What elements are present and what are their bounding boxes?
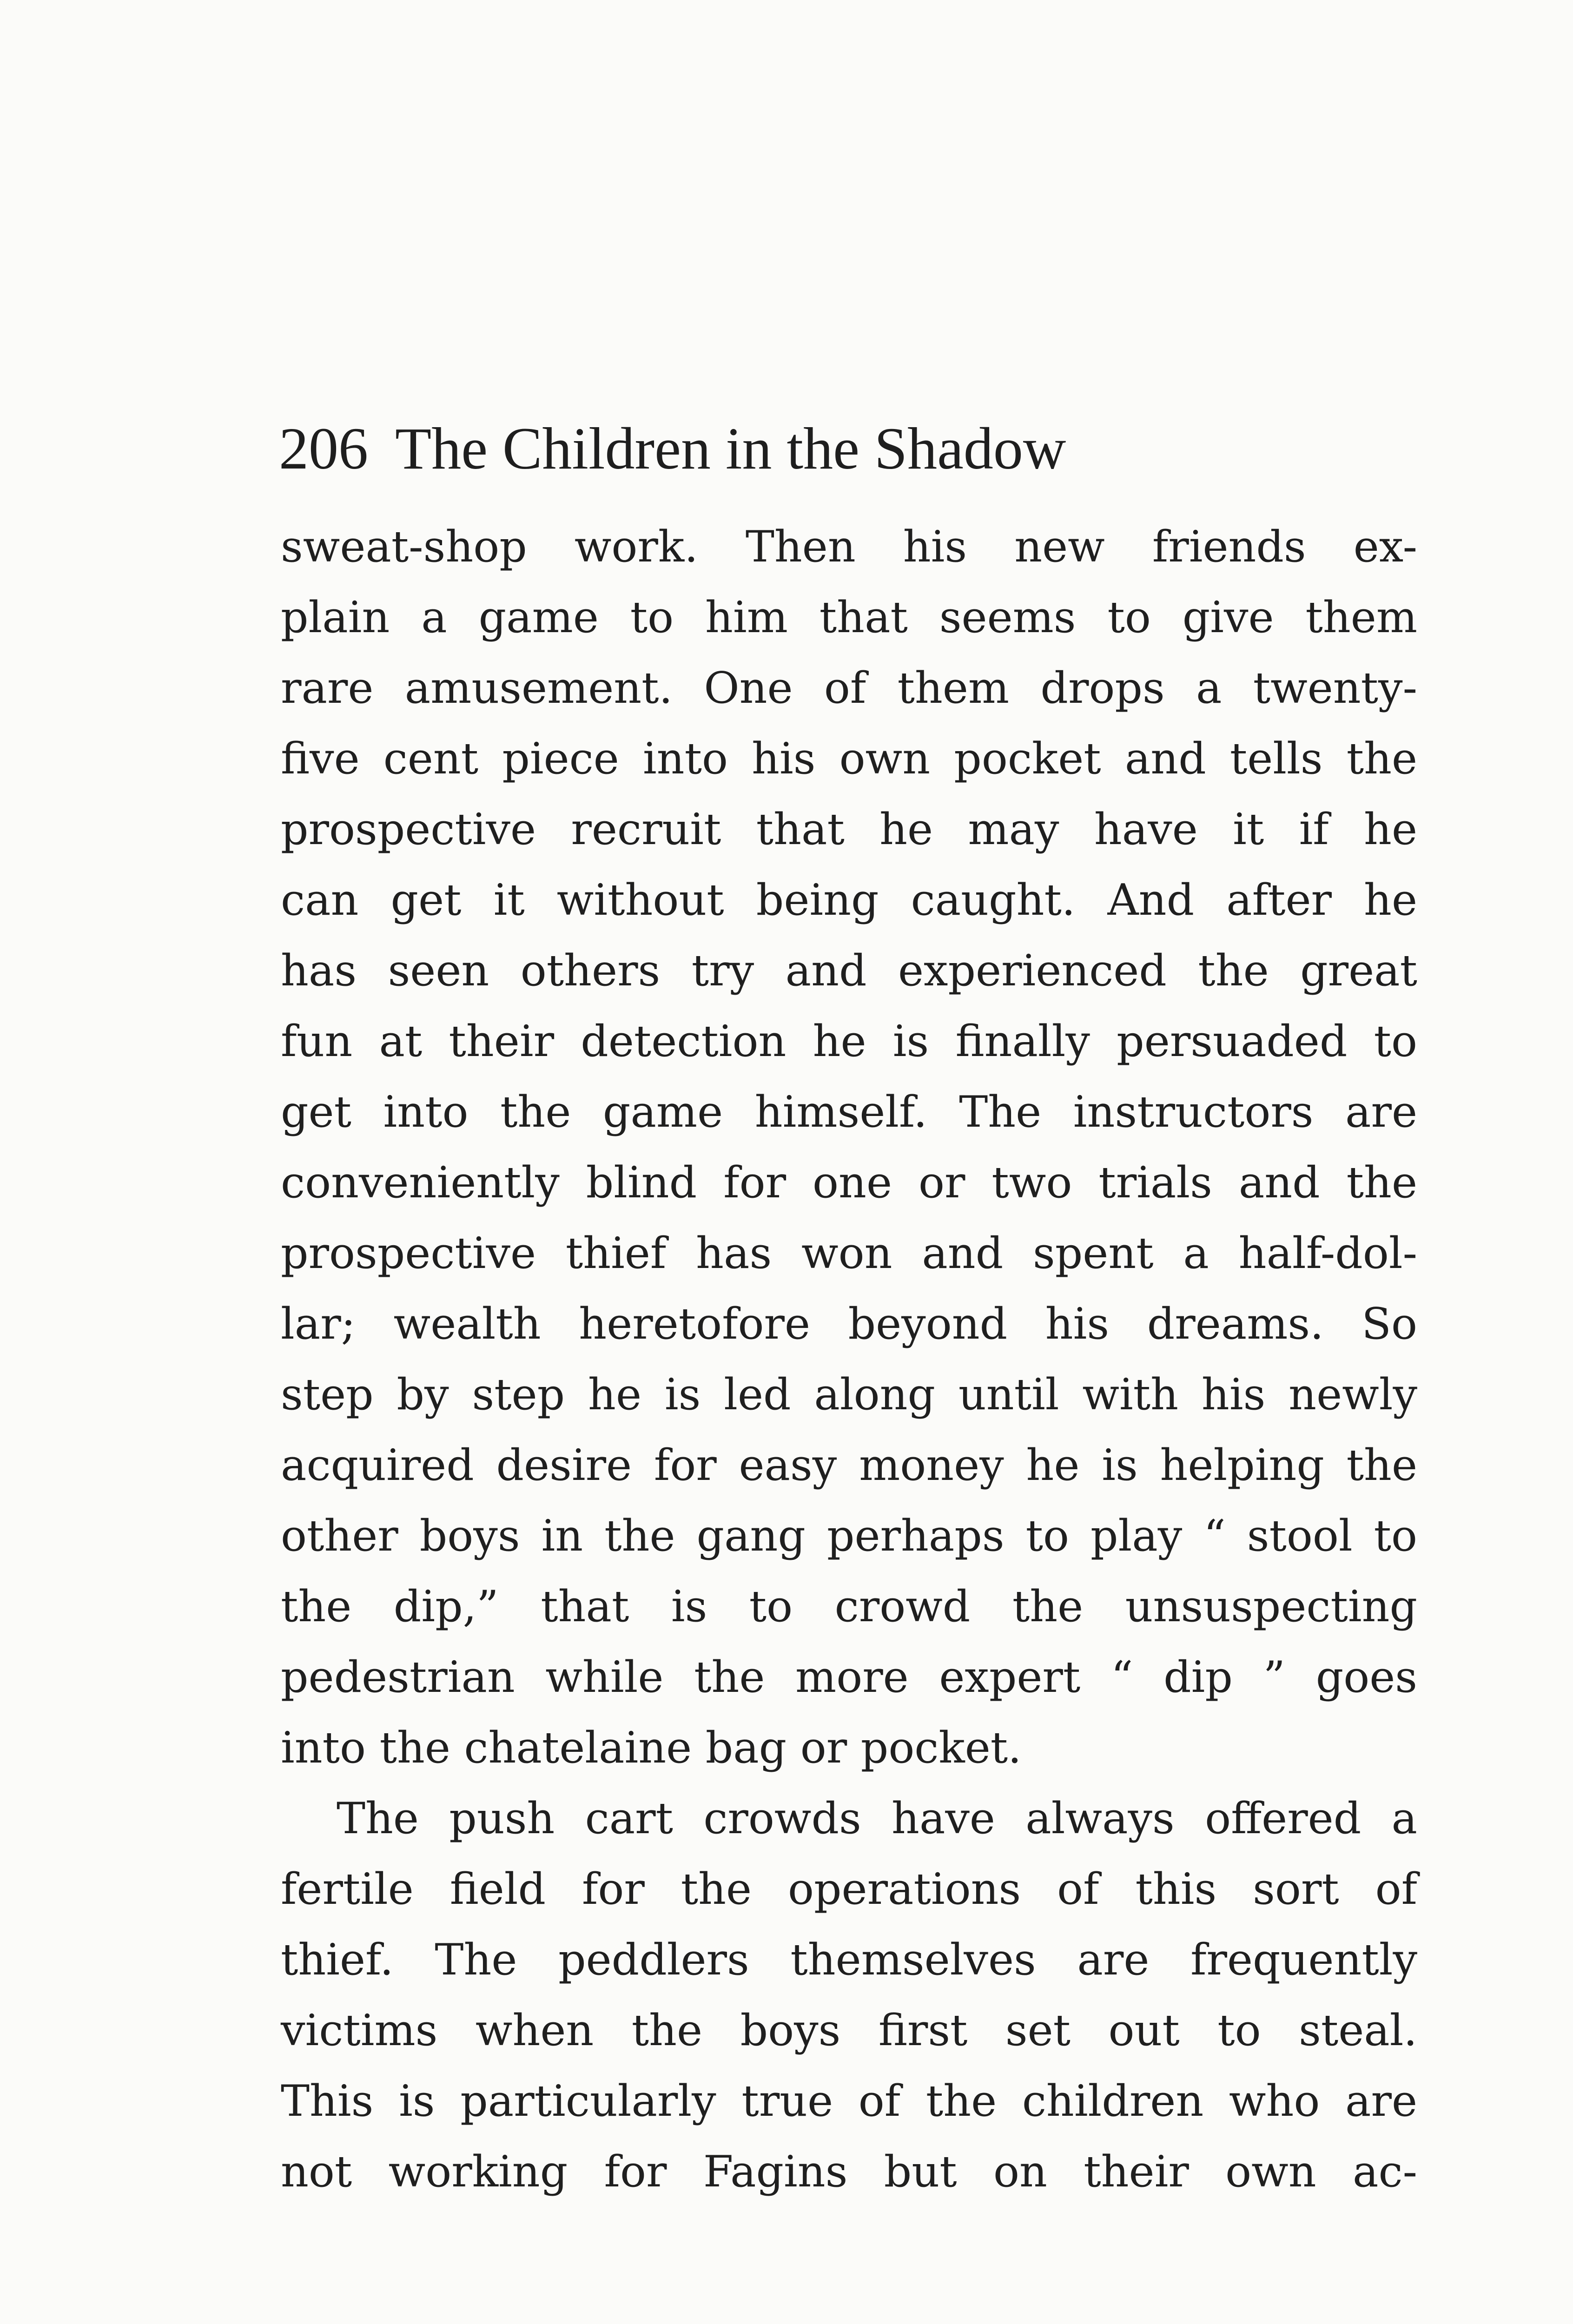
text-line: acquired desire for easy money he is helping the — [281, 1440, 1417, 1490]
page-number: 206 — [279, 416, 368, 482]
running-title: The Children in the Shadow — [395, 416, 1066, 482]
text-line: other boys in the gang perhaps to play “ stool to — [281, 1511, 1417, 1561]
body-text — [281, 511, 1417, 2207]
text-line: victims when the boys first set out to steal. — [281, 2005, 1417, 2055]
text-line: fertile field for the operations of this sort of — [281, 1864, 1417, 1914]
text-line: thief. The peddlers themselves are frequently — [281, 1934, 1417, 1985]
text-line: fun at their detection he is finally persuaded to — [281, 1016, 1417, 1066]
text-line: rare amusement. One of them drops a twenty- — [281, 663, 1417, 713]
text-line: pedestrian while the more expert “ dip ” goes — [281, 1652, 1417, 1702]
text-line: plain a game to him that seems to give them — [281, 592, 1417, 642]
text-line: step by step he is led along until with his newly — [281, 1369, 1417, 1419]
text-line: not working for Fagins but on their own ac- — [281, 2146, 1417, 2197]
text-line: five cent piece into his own pocket and tells the — [281, 733, 1417, 784]
text-line: lar; wealth heretofore beyond his dreams. So — [281, 1299, 1417, 1349]
paragraph-first-line: The push cart crowds have always offered a — [337, 1793, 1417, 1843]
text-line: prospective recruit that he may have it if he — [281, 804, 1417, 854]
text-line: This is particularly true of the children who are — [281, 2076, 1417, 2126]
text-line: sweat-shop work. Then his new friends ex- — [281, 522, 1417, 572]
text-line: get into the game himself. The instructors are — [281, 1087, 1417, 1137]
text-line: prospective thief has won and spent a half-dol- — [281, 1228, 1417, 1278]
text-line: conveniently blind for one or two trials and the — [281, 1157, 1417, 1208]
paragraph-last-line: into the chatelaine bag or pocket. — [281, 1723, 1022, 1773]
text-line: the dip,” that is to crowd the unsuspecting — [281, 1581, 1417, 1631]
running-header — [279, 409, 1255, 488]
text-line: has seen others try and experienced the great — [281, 945, 1417, 996]
text-line: can get it without being caught. And after he — [281, 875, 1417, 925]
